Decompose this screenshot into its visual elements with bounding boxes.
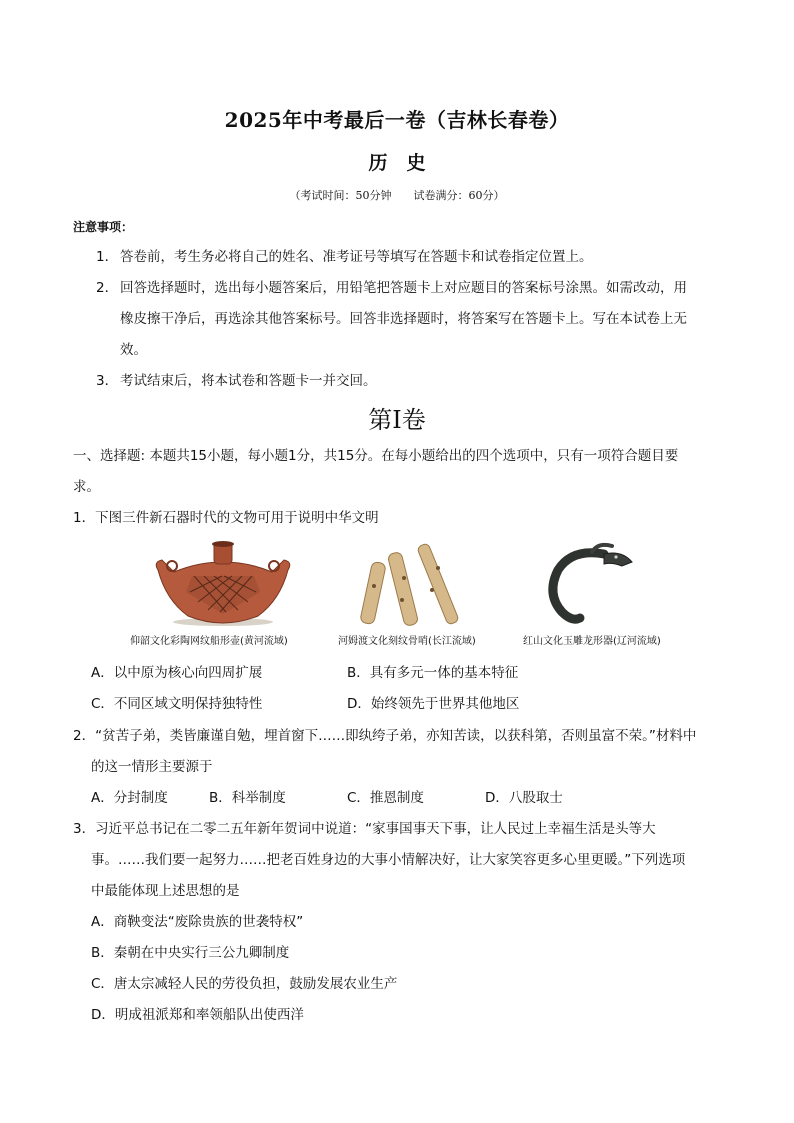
jade-dragon-image (532, 540, 642, 628)
artifact-figure (120, 536, 700, 656)
note-item (96, 273, 726, 366)
question-3-options (73, 907, 725, 1031)
option-c[interactable]: C．唐太宗减轻人民的劳役负担，鼓励发展农业生产 (91, 976, 398, 992)
bone-whistle-image (352, 538, 472, 630)
notes-heading: 注意事项： (73, 220, 134, 234)
exam-time-score: （考试时间：50分钟 试卷满分：60分） (289, 189, 505, 202)
option-b[interactable]: B．科举制度 (209, 790, 286, 806)
option-d[interactable]: D．明成祖派郑和率领船队出使西洋 (91, 1007, 304, 1023)
option-c[interactable]: C．不同区域文明保持独特性 (91, 696, 263, 712)
note-text: 考试结束后，将本试卷和答题卡一并交回。 (120, 373, 377, 389)
question-2-options (73, 783, 743, 814)
option-b[interactable]: B．具有多元一体的基本特征 (347, 665, 519, 681)
note-item (96, 242, 726, 273)
question-2-stem (73, 721, 725, 783)
question-3-line: 中最能体现上述思想的是 (91, 883, 240, 899)
section-title: 第Ⅰ卷 (368, 406, 426, 434)
note-text: 回答选择题时，选出每小题答案后，用铅笔把答题卡上对应题目的答案标号涂黑。如需改动，用 (120, 280, 687, 296)
option-b[interactable]: B．秦朝在中央实行三公九卿制度 (91, 945, 290, 961)
question-3-line: 3．习近平总书记在二零二五年新年贺词中说道：“家事国事天下事，让人民过上幸福生活是头等大 (73, 821, 656, 837)
question-1-options (73, 658, 743, 720)
note-item (96, 366, 726, 397)
note-text: 效。 (120, 342, 147, 358)
question-1-stem: 1．下图三件新石器时代的文物可用于说明中华文明 (73, 510, 379, 526)
note-text: 橡皮擦干净后，再选涂其他答案标号。回答非选择题时，将答案写在答题卡上。写在本试卷上无 (120, 311, 687, 327)
artifact-caption: 河姆渡文化刻纹骨哨(长江流域) (338, 636, 476, 647)
artifact-caption: 仰韶文化彩陶网纹船形壶(黄河流域) (130, 636, 288, 647)
section-intro (73, 441, 725, 503)
note-number: 3． (96, 373, 119, 389)
artifact-caption: 红山文化玉雕龙形器(辽河流域) (523, 636, 661, 647)
section-intro-line: 求。 (73, 479, 100, 495)
option-a[interactable]: A．商鞅变法“废除贵族的世袭特权” (91, 914, 304, 930)
notes-list (96, 242, 726, 397)
question-3-stem (73, 814, 725, 907)
note-number: 2． (96, 280, 119, 296)
section-intro-line: 一、选择题: 本题共15小题，每小题1分，共15分。在每小题给出的四个选项中，只有一项符合题目要 (73, 448, 679, 464)
note-number: 1． (96, 249, 119, 265)
question-2-line: 2．“贫苦子弟，类皆廉谨自勉，埋首窗下……即纨绔子弟，亦知苦读，以获科第，否则虽富不荣。”材料中 (73, 728, 697, 744)
question-3-line: 事。……我们要一起努力……把老百姓身边的大事小情解决好，让大家笑容更多心里更暖。”下列选项 (91, 852, 686, 868)
note-text: 答卷前，考生务必将自己的姓名、准考证号等填写在答题卡和试卷指定位置上。 (120, 249, 593, 265)
option-d[interactable]: D．八股取士 (485, 790, 563, 806)
option-c[interactable]: C．推恩制度 (347, 790, 424, 806)
pottery-jar-image (148, 540, 298, 626)
option-a[interactable]: A．以中原为核心向四周扩展 (91, 665, 263, 681)
subject-title: 历 史 (368, 152, 426, 174)
exam-title: 2025年中考最后一卷（吉林长春卷） (224, 108, 570, 132)
question-2-line: 的这一情形主要源于 (91, 759, 213, 775)
option-d[interactable]: D．始终领先于世界其他地区 (347, 696, 520, 712)
option-a[interactable]: A．分封制度 (91, 790, 168, 806)
